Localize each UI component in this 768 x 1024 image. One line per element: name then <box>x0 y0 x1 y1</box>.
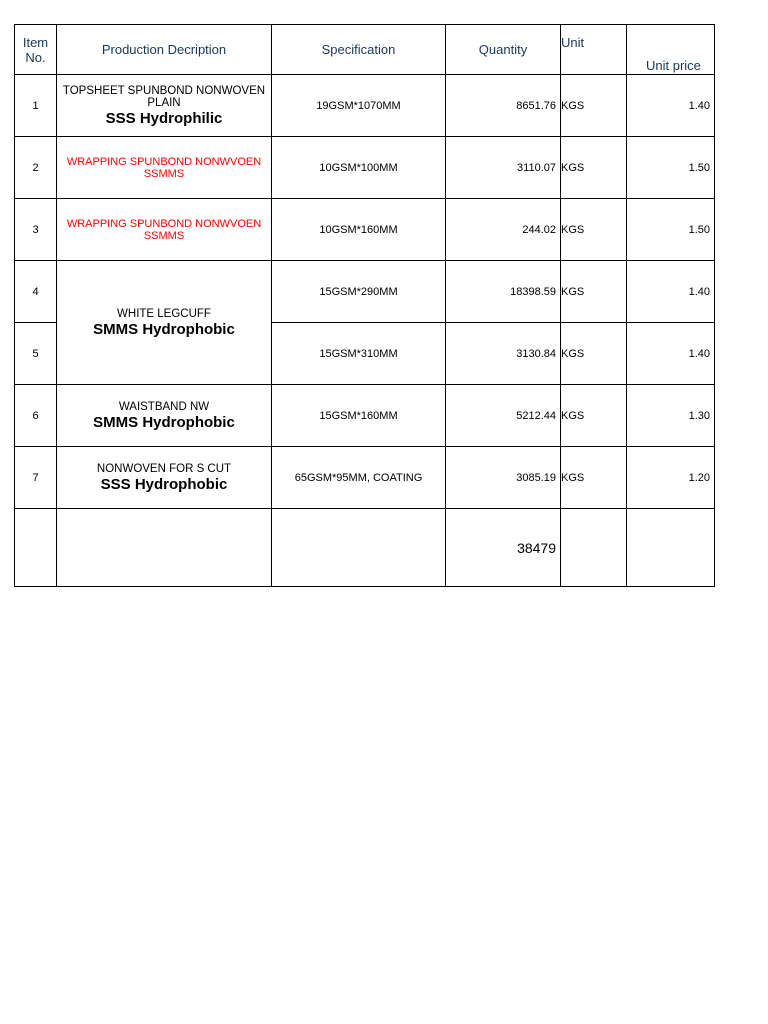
description-line: WHITE LEGCUFF <box>117 307 211 320</box>
description-cell <box>57 261 272 385</box>
unit-price-cell: 1.50 <box>627 137 715 199</box>
header-specification: Specification <box>272 25 446 75</box>
spreadsheet-area <box>14 24 710 579</box>
item-no-cell: 3 <box>15 199 57 261</box>
item-no-cell: 5 <box>15 323 57 385</box>
total-empty-cell <box>627 509 715 587</box>
description-material: SSS Hydrophobic <box>100 475 228 493</box>
specification-cell: 19GSM*1070MM <box>272 75 446 137</box>
unit-cell: KGS <box>561 75 627 137</box>
header-unit-price: Unit price <box>627 25 715 75</box>
header-row <box>15 25 715 75</box>
table-row <box>15 137 715 199</box>
unit-price-cell: 1.20 <box>627 447 715 509</box>
header-unit: Unit <box>561 25 627 75</box>
quantity-cell: 5212.44 <box>446 385 561 447</box>
description-material: SSS Hydrophilic <box>105 109 223 127</box>
specification-cell: 10GSM*160MM <box>272 199 446 261</box>
table-row <box>15 385 715 447</box>
description-cell: WRAPPING SPUNBOND NONWVOEN SSMMS <box>57 199 272 261</box>
unit-cell: KGS <box>561 261 627 323</box>
description-cell <box>57 447 272 509</box>
total-quantity-cell: 38479 <box>446 509 561 587</box>
total-empty-cell <box>272 509 446 587</box>
unit-price-cell: 1.50 <box>627 199 715 261</box>
specification-cell: 65GSM*95MM, COATING <box>272 447 446 509</box>
description-line: NONWOVEN FOR S CUT <box>96 462 232 475</box>
unit-cell: KGS <box>561 137 627 199</box>
description-line: WAISTBAND NW <box>118 400 210 413</box>
unit-price-cell: 1.40 <box>627 75 715 137</box>
specification-cell: 15GSM*310MM <box>272 323 446 385</box>
quantity-cell: 244.02 <box>446 199 561 261</box>
total-row <box>15 509 715 587</box>
total-empty-cell <box>561 509 627 587</box>
product-table <box>14 24 715 587</box>
header-item-no: Item No. <box>15 25 57 75</box>
description-cell <box>57 75 272 137</box>
unit-cell: KGS <box>561 199 627 261</box>
item-no-cell: 7 <box>15 447 57 509</box>
header-description: Production Decription <box>57 25 272 75</box>
quantity-cell: 8651.76 <box>446 75 561 137</box>
description-cell: WRAPPING SPUNBOND NONWVOEN SSMMS <box>57 137 272 199</box>
quantity-cell: 18398.59 <box>446 261 561 323</box>
unit-cell: KGS <box>561 385 627 447</box>
unit-price-cell: 1.40 <box>627 323 715 385</box>
header-quantity: Quantity <box>446 25 561 75</box>
specification-cell: 10GSM*100MM <box>272 137 446 199</box>
quantity-cell: 3110.07 <box>446 137 561 199</box>
item-no-cell: 2 <box>15 137 57 199</box>
item-no-cell: 6 <box>15 385 57 447</box>
table-row <box>15 199 715 261</box>
item-no-cell: 1 <box>15 75 57 137</box>
total-empty-cell <box>15 509 57 587</box>
quantity-cell: 3130.84 <box>446 323 561 385</box>
table-row <box>15 75 715 137</box>
item-no-cell: 4 <box>15 261 57 323</box>
unit-cell: KGS <box>561 323 627 385</box>
table-row <box>15 447 715 509</box>
total-empty-cell <box>57 509 272 587</box>
unit-price-cell: 1.40 <box>627 261 715 323</box>
specification-cell: 15GSM*290MM <box>272 261 446 323</box>
unit-price-cell: 1.30 <box>627 385 715 447</box>
unit-cell: KGS <box>561 447 627 509</box>
description-material: SMMS Hydrophobic <box>93 320 235 338</box>
quantity-cell: 3085.19 <box>446 447 561 509</box>
description-cell <box>57 385 272 447</box>
specification-cell: 15GSM*160MM <box>272 385 446 447</box>
description-material: SMMS Hydrophobic <box>93 413 235 431</box>
table-row <box>15 261 715 323</box>
description-line: TOPSHEET SPUNBOND NONWOVEN PLAIN <box>62 84 266 109</box>
